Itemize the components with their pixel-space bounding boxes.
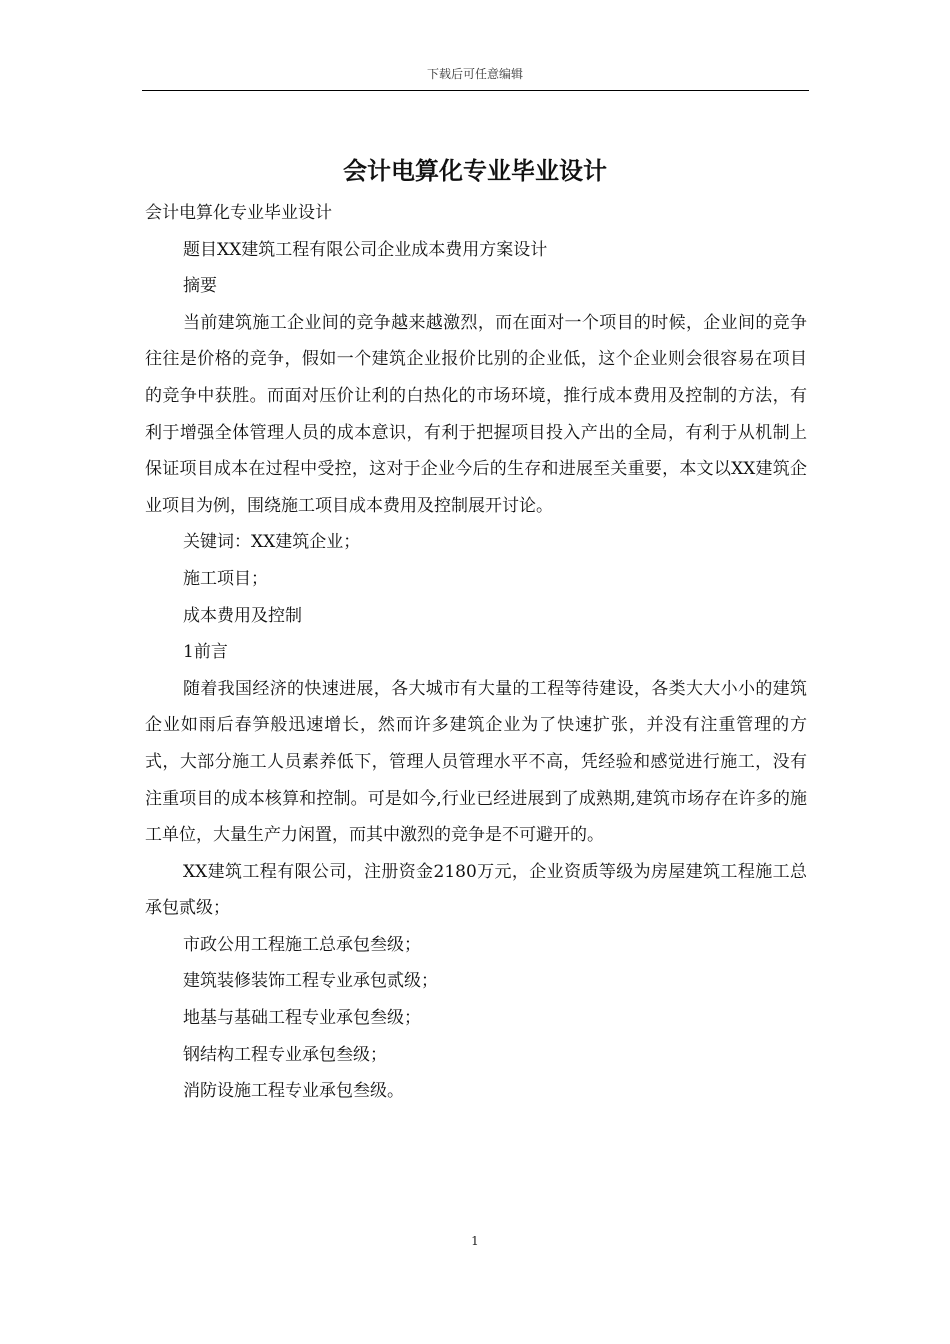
body-paragraph: 关键词：XX建筑企业；	[183, 532, 361, 553]
body-paragraph: XX建筑工程有限公司，注册资金2180万元，企业资质等级为房屋建筑工程施工总承包贰级；	[145, 861, 807, 919]
body-paragraph: 会计电算化专业毕业设计	[145, 203, 332, 223]
body-paragraph: 成本费用及控制	[183, 605, 302, 626]
body-paragraph: 钢结构工程专业承包叁级；	[183, 1044, 387, 1065]
page-number: 1	[471, 1234, 479, 1248]
body-paragraph: 当前建筑施工企业间的竞争越来越激烈，而在面对一个项目的时候，企业间的竞争往往是价格的竞争，假如一个建筑企业报价比别的企业低，这个企业则会很容易在项目的竞争中获胜。而面对压价让利的白热化的市场环境，推行成本费用及控制的方法，有利于增强全体管理人员的成本意识，有利于把握项目投入产出的全局，有利于从机制上保证项目成本在过程中受控，这对于企业今后的生存和进展至关重要，本文以XX建筑企业项目为例，围绕施工项目成本费用及控制展开讨论。	[145, 312, 807, 516]
body-paragraph: 施工项目；	[183, 568, 268, 589]
body-paragraph: 市政公用工程施工总承包叁级；	[183, 934, 421, 955]
body-paragraph: 地基与基础工程专业承包叁级；	[183, 1008, 421, 1029]
body-paragraph: 摘要	[183, 276, 217, 297]
body-paragraph: 消防设施工程专业承包叁级。	[183, 1081, 404, 1102]
document-body	[145, 195, 807, 1110]
header-divider	[142, 90, 809, 91]
body-paragraph: 题目XX建筑工程有限公司企业成本费用方案设计	[183, 239, 548, 260]
page-header: 下载后可任意编辑	[426, 67, 523, 81]
document-title: 会计电算化专业毕业设计	[343, 157, 607, 185]
body-paragraph: 1前言	[183, 642, 228, 663]
body-paragraph: 建筑装修装饰工程专业承包贰级；	[183, 971, 438, 992]
body-paragraph: 随着我国经济的快速进展，各大城市有大量的工程等待建设，各类大大小小的建筑企业如雨后春笋般迅速增长，然而许多建筑企业为了快速扩张，并没有注重管理的方式，大部分施工人员素养低下，管理人员管理水平不高，凭经验和感觉进行施工，没有注重项目的成本核算和控制。可是如今,行业已经进展到了成熟期,建筑市场存在许多的施工单位，大量生产力闲置，而其中激烈的竞争是不可避开的。	[145, 678, 807, 846]
